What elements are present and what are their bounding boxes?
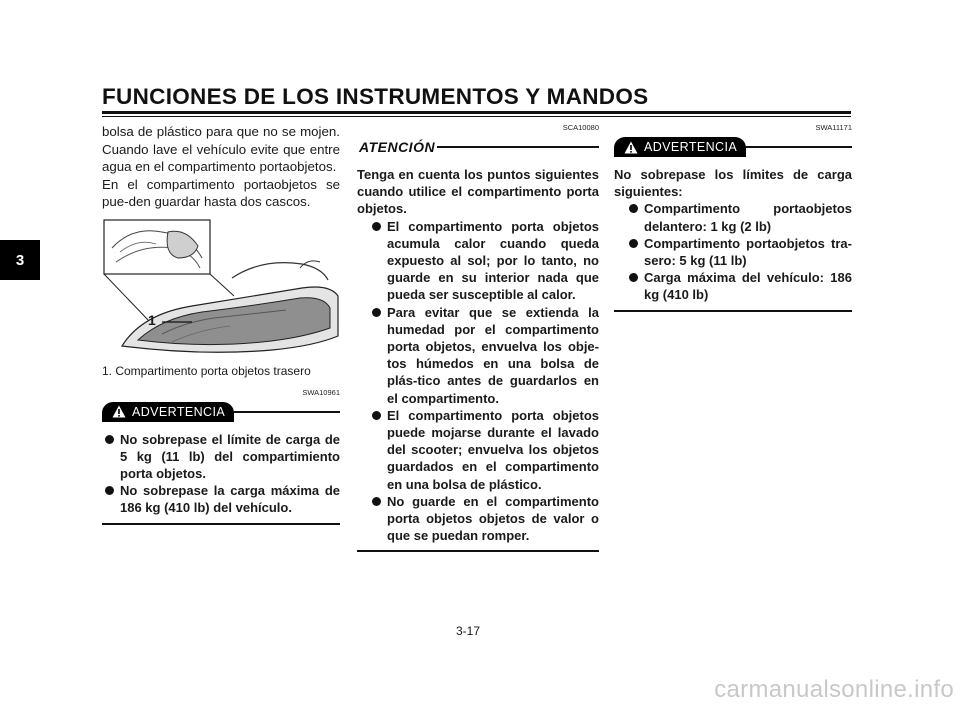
reference-code: SWA11171 (815, 123, 852, 132)
reference-code: SCA10080 (562, 123, 599, 132)
warning-intro: No sobrepase los límites de carga siguientes: (614, 167, 852, 200)
attention-list (369, 218, 599, 545)
section-end-rule (357, 550, 599, 552)
figure-label: 1 (148, 311, 156, 328)
warning-badge (102, 402, 234, 422)
body-paragraph: En el compartimento portaobjetos se pue-den guardar hasta dos cascos. (102, 176, 340, 209)
chapter-tab: 3 (0, 240, 40, 280)
warning-rule (234, 411, 340, 413)
warning-list (102, 431, 340, 517)
title-rule-thin (102, 116, 851, 117)
warning-header (614, 136, 852, 158)
warning-list (626, 200, 852, 303)
column-right (614, 123, 852, 312)
attention-intro: Tenga en cuenta los puntos siguientes cuando utilice el compartimento porta objetos. (357, 167, 599, 217)
compartment-drawing (102, 218, 340, 358)
warning-badge (614, 137, 746, 157)
page-number: 3-17 (456, 624, 481, 638)
list-item: Compartimento portaobjetos delantero: 1 kg (2 lb) (626, 200, 852, 234)
list-item: El compartimento porta objetos acumula calor cuando queda expuesto al sol; por lo tanto, no guarde en su interior nada que pueda ser susceptible al calor. (369, 218, 599, 304)
list-item: No sobrepase el límite de carga de 5 kg (11 lb) del compartimiento porta objetos. (102, 431, 340, 483)
storage-compartment-illustration (102, 218, 340, 358)
list-item: Compartimento portaobjetos tra-sero: 5 kg (11 lb) (626, 235, 852, 269)
warning-label: ADVERTENCIA (132, 404, 226, 419)
page-title: FUNCIONES DE LOS INSTRUMENTOS Y MANDOS (102, 84, 649, 109)
section-end-rule (614, 310, 852, 312)
warning-header (102, 401, 340, 423)
column-left (102, 123, 340, 525)
warning-triangle-icon (624, 141, 638, 154)
list-item: No guarde en el compartimento porta objetos objetos de valor o que se puedan romper. (369, 493, 599, 545)
attention-header (357, 136, 599, 158)
list-item: Para evitar que se extienda la humedad por el compartimento porta objetos, envuelva los obje-tos húmedos en una bolsa de plás-tico antes de guardarlos en el compartimento. (369, 304, 599, 407)
list-item: El compartimento porta objetos puede mojarse durante el lavado del scooter; envuelva los objetos guardados en el compartimento en una bolsa de plástico. (369, 407, 599, 493)
attention-label: ATENCIÓN (359, 139, 436, 155)
watermark: carmanualsonline.info (714, 676, 954, 703)
reference-code: SWA10961 (302, 387, 340, 397)
list-item: Carga máxima del vehículo: 186 kg (410 lb) (626, 269, 852, 303)
attention-rule (437, 146, 599, 148)
warning-rule (746, 146, 852, 148)
body-paragraph: bolsa de plástico para que no se mojen. Cuando lave el vehículo evite que entre agua en el compartimento portaobjetos. (102, 124, 340, 174)
figure-caption: 1. Compartimento porta objetos trasero (102, 363, 311, 378)
list-item: No sobrepase la carga máxima de 186 kg (410 lb) del vehículo. (102, 482, 340, 516)
warning-label: ADVERTENCIA (644, 140, 738, 154)
warning-triangle-icon (112, 405, 126, 418)
title-rule (102, 111, 851, 114)
section-end-rule (102, 523, 340, 525)
column-middle (357, 123, 599, 552)
